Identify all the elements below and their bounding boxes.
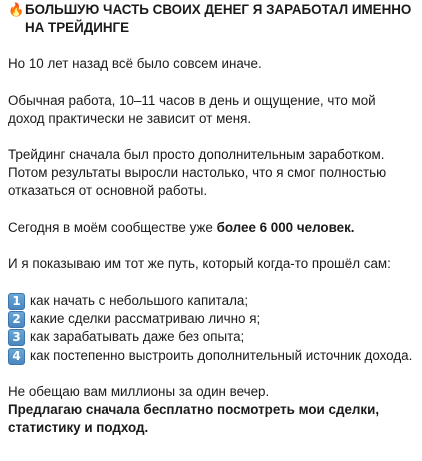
title-text: БОЛЬШУЮ ЧАСТЬ СВОИХ ДЕНЕГ Я ЗАРАБОТАЛ ИМЕННО НА ТРЕЙДИНГЕ: [25, 2, 412, 36]
keycap-4-icon: 4: [8, 348, 25, 365]
list-item: [8, 347, 414, 365]
list-item-text: какие сделки рассматриваю лично я;: [30, 311, 261, 327]
paragraph-1: Но 10 лет назад всё было совсем иначе.: [8, 56, 262, 72]
paragraph-2: Обычная работа, 10–11 часов в день и ощущение, что мой доход практически не зависит от меня.: [8, 92, 376, 126]
keycap-3-icon: 3: [8, 329, 25, 346]
paragraph-5: И я показываю им тот же путь, который когда-то прошёл сам:: [8, 255, 391, 271]
message-body: [0, 1, 422, 437]
list-item-text: как начать с небольшого капитала;: [30, 293, 249, 309]
community-count: более 6 000 человек.: [216, 219, 355, 235]
benefits-list: [8, 292, 414, 365]
fire-icon: 🔥: [8, 2, 25, 17]
message-title: [8, 1, 414, 37]
call-to-action: Предлагаю сначала бесплатно посмотреть мои сделки, статистику и подход.: [8, 402, 380, 436]
paragraph-3: Трейдинг сначала был просто дополнительным заработком. Потом результаты выросли настолько, что я смог полностью отказаться от основной работы.: [8, 147, 387, 199]
list-item-text: как постепенно выстроить дополнительный источник дохода.: [30, 347, 413, 363]
paragraph-4-text: Сегодня в моём сообществе уже: [8, 219, 217, 235]
list-item: [8, 310, 414, 328]
list-item: [8, 292, 414, 310]
paragraph-4: [8, 219, 414, 237]
keycap-1-icon: 1: [8, 293, 25, 310]
list-item: [8, 328, 414, 346]
paragraph-6: Не обещаю вам миллионы за один вечер.: [8, 383, 270, 399]
keycap-2-icon: 2: [8, 311, 25, 328]
list-item-text: как зарабатывать даже без опыта;: [30, 329, 245, 345]
